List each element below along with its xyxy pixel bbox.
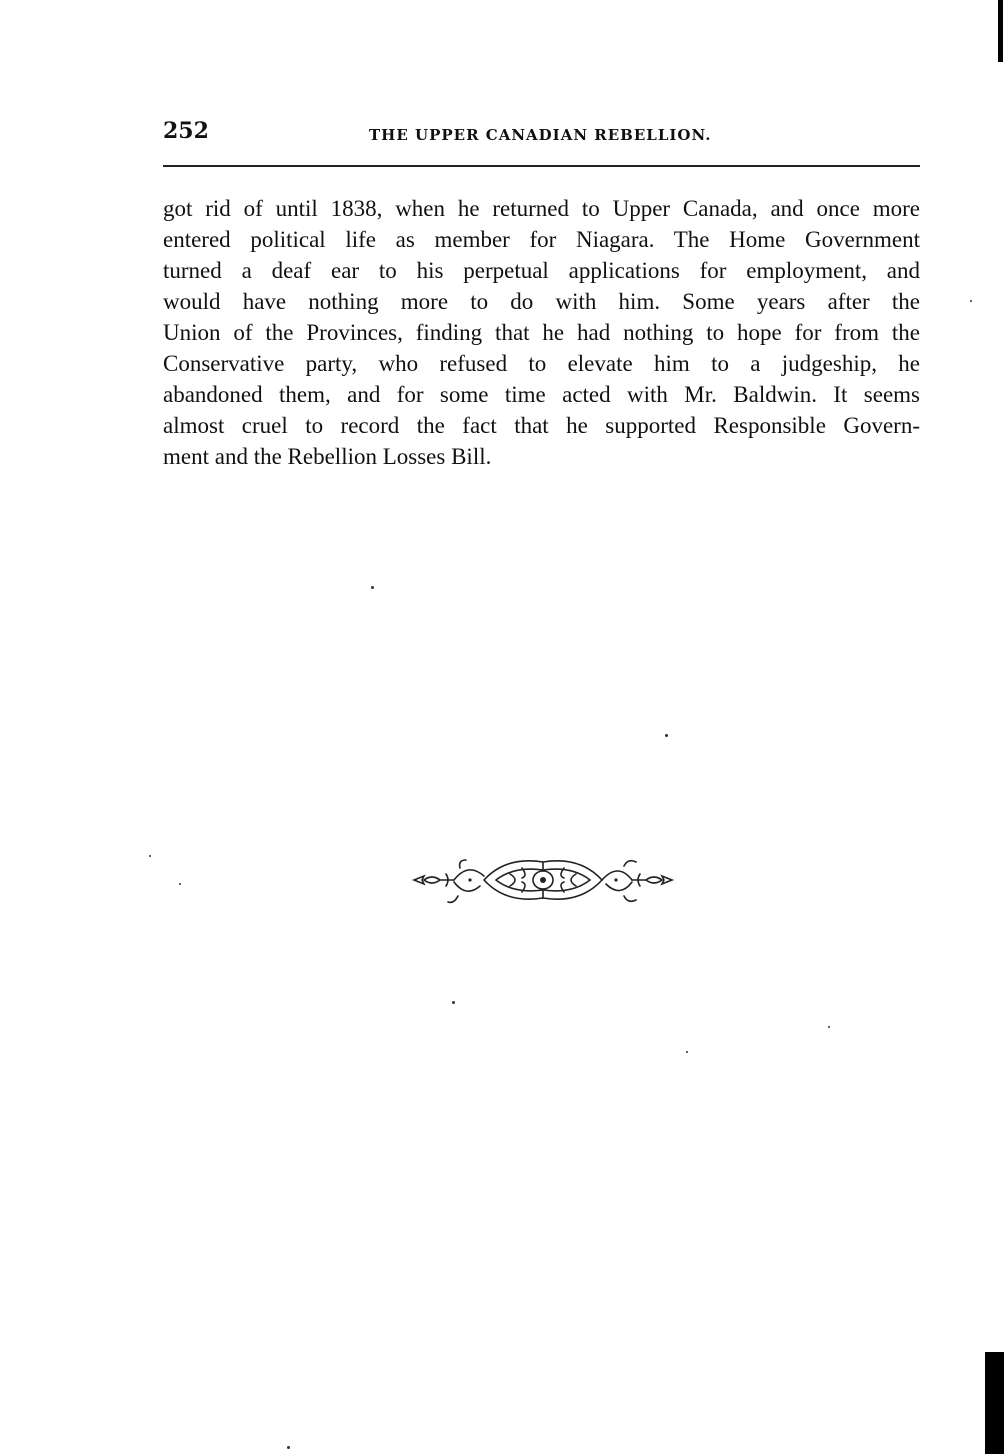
scan-speck: [179, 883, 181, 885]
page-number: 252: [163, 118, 209, 144]
text-line: Union of the Provinces, finding that he had nothing to hope for from the: [163, 320, 920, 345]
scan-edge-mark: [985, 1352, 1004, 1454]
scan-speck: [149, 855, 151, 857]
text-line: turned a deaf ear to his perpetual applications for employment, and: [163, 258, 920, 283]
text-line: abandoned them, and for some time acted with Mr. Baldwin. It seems: [163, 382, 920, 407]
header-rule: [163, 165, 920, 167]
scan-speck: [452, 1001, 455, 1004]
text-line: Conservative party, who refused to elevate him to a judgeship, he: [163, 351, 920, 376]
running-title: THE UPPER CANADIAN REBELLION.: [369, 126, 712, 144]
text-line: almost cruel to record the fact that he supported Responsible Govern-: [163, 413, 920, 438]
running-head: [163, 118, 920, 148]
scan-speck: [287, 1446, 290, 1449]
body-paragraph: [163, 193, 920, 472]
scan-edge-mark: [998, 0, 1003, 62]
text-line: ment and the Rebellion Losses Bill.: [163, 444, 492, 469]
scan-speck: [686, 1051, 688, 1053]
text-line: entered political life as member for Niagara. The Home Government: [163, 227, 920, 252]
scan-speck: [665, 734, 668, 737]
scan-speck: [970, 300, 972, 302]
text-line: got rid of until 1838, when he returned to Upper Canada, and once more: [163, 196, 920, 221]
tailpiece-ornament-icon: [410, 852, 676, 912]
scan-speck: [371, 586, 374, 589]
scan-speck: [828, 1026, 830, 1028]
text-line: would have nothing more to do with him. Some years after the: [163, 289, 920, 314]
